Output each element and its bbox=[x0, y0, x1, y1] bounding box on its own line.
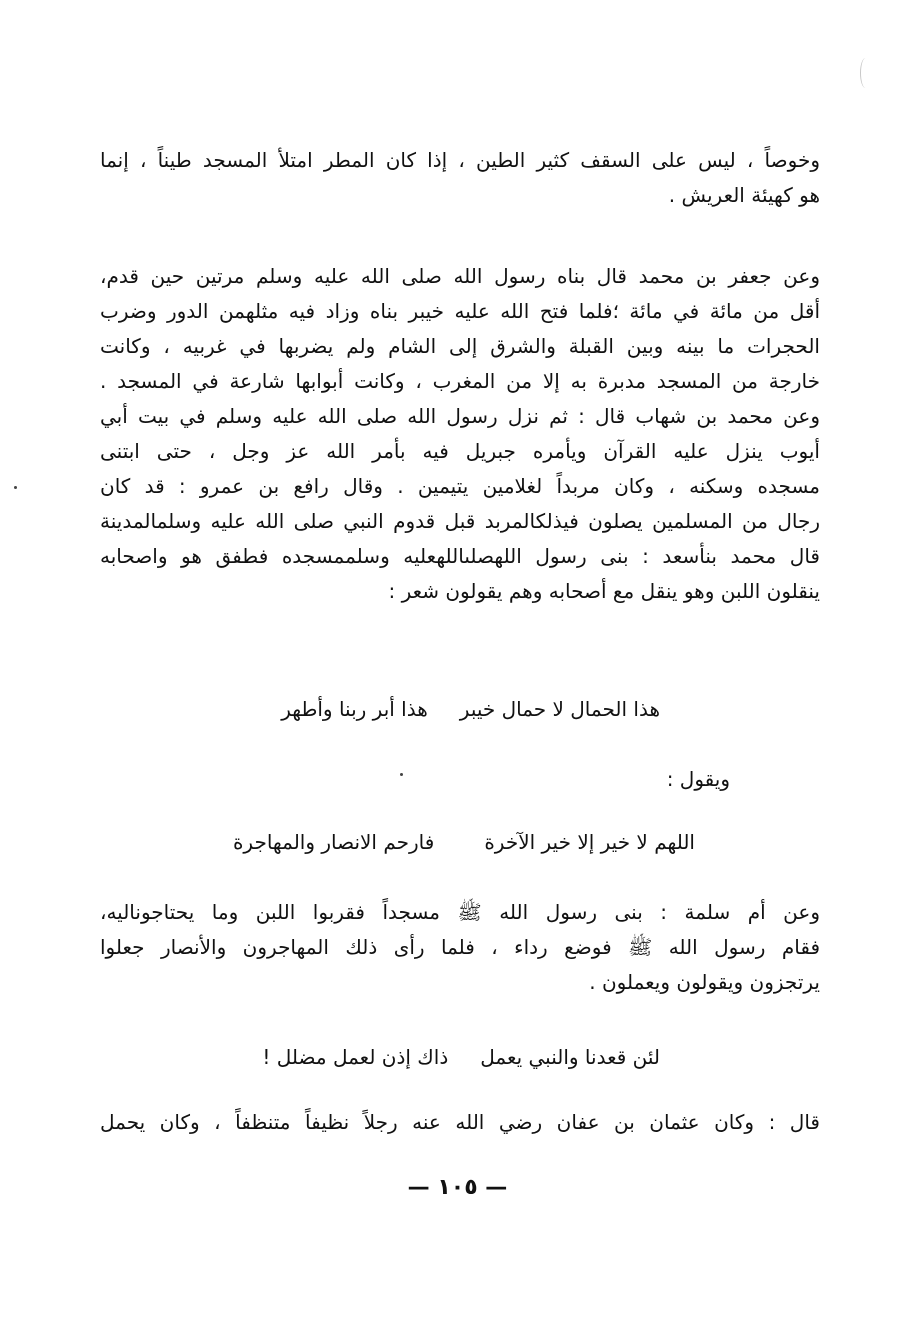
verse-hemistich: فارحم الانصار والمهاجرة bbox=[232, 830, 435, 854]
verse-hemistich: ذاك إذن لعمل مضلل ! bbox=[262, 1045, 449, 1069]
text-line: أقل من مائة في مائة ؛فلما فتح الله عليه خيبر بناه وزاد فيه مثلهمن الدور وضرب bbox=[100, 299, 820, 323]
text-line: رجال من المسلمين يصلون فيذلكالمربد قبل قدوم النبي صلى الله عليه وسلمالمدينة bbox=[100, 509, 820, 533]
text-line: ينقلون اللبن وهو ينقل مع أصحابه وهم يقولون شعر : bbox=[388, 579, 820, 603]
verse-hemistich: هذا أبر ربنا وأطهر bbox=[281, 697, 428, 721]
text-line: وخوصاً ، ليس على السقف كثير الطين ، إذا كان المطر امتلأ المسجد طيناً ، إنما bbox=[100, 148, 820, 172]
text-line: أيوب ينزل عليه القرآن ويأمره جبريل فيه بأمر الله عز وجل ، حتى ابتنى bbox=[100, 439, 820, 463]
text-line: يرتجزون ويقولون ويعملون . bbox=[589, 970, 820, 994]
text-line: وعن محمد بن شهاب قال : ثم نزل رسول الله صلى الله عليه وسلم في بيت أبي bbox=[100, 404, 820, 428]
text-line: مسجده وسكنه ، وكان مربداً لغلامين يتيمين . وقال رافع بن عمرو : قد كان bbox=[100, 474, 820, 498]
verse-1 bbox=[281, 692, 660, 727]
verse-hemistich: لئن قعدنا والنبي يعمل bbox=[480, 1045, 660, 1069]
text-line: قال محمد بنأسعد : بنى رسول اللهصلىاللهعليه وسلممسجده فطفق هو واصحابه bbox=[100, 544, 820, 568]
paragraph-2 bbox=[100, 259, 820, 609]
says-text: ويقول : bbox=[666, 767, 730, 791]
text-line: الحجرات ما بينه وبين القبلة والشرق إلى الشام ولم يضربها في غربيه ، وكانت bbox=[100, 334, 820, 358]
says-label bbox=[667, 762, 730, 797]
paragraph-3 bbox=[100, 895, 820, 1000]
margin-mark bbox=[860, 58, 871, 88]
verse-hemistich: هذا الحمال لا حمال خيبر bbox=[459, 697, 660, 721]
text-line: خارجة من المسجد مدبرة به إلا من المغرب ، وكانت أبوابها شارعة في المسجد . bbox=[100, 369, 820, 393]
verse-3 bbox=[262, 1040, 660, 1075]
page-number: — ١٠٥ — bbox=[407, 1175, 508, 1200]
verse-2 bbox=[233, 825, 695, 860]
text-line: وعن جعفر بن محمد قال بناه رسول الله صلى الله عليه وسلم مرتين حين قدم، bbox=[100, 264, 820, 288]
ink-speck bbox=[400, 773, 403, 776]
text-line: فقام رسول الله ﷺ فوضع رداء ، فلما رأى ذلك المهاجرون والأنصار جعلوا bbox=[100, 935, 820, 959]
text-line: قال : وكان عثمان بن عفان رضي الله عنه رجلاً نظيفاً متنظفاً ، وكان يحمل bbox=[100, 1110, 820, 1134]
paragraph-1 bbox=[100, 143, 820, 213]
verse-hemistich: اللهم لا خير إلا خير الآخرة bbox=[484, 830, 695, 854]
paragraph-4 bbox=[100, 1105, 820, 1140]
ink-speck bbox=[14, 486, 17, 489]
text-line: وعن أم سلمة : بنى رسول الله ﷺ مسجداً فقربوا اللبن وما يحتاجونالیه، bbox=[100, 900, 820, 924]
text-line: هو كهيئة العريش . bbox=[668, 183, 820, 207]
